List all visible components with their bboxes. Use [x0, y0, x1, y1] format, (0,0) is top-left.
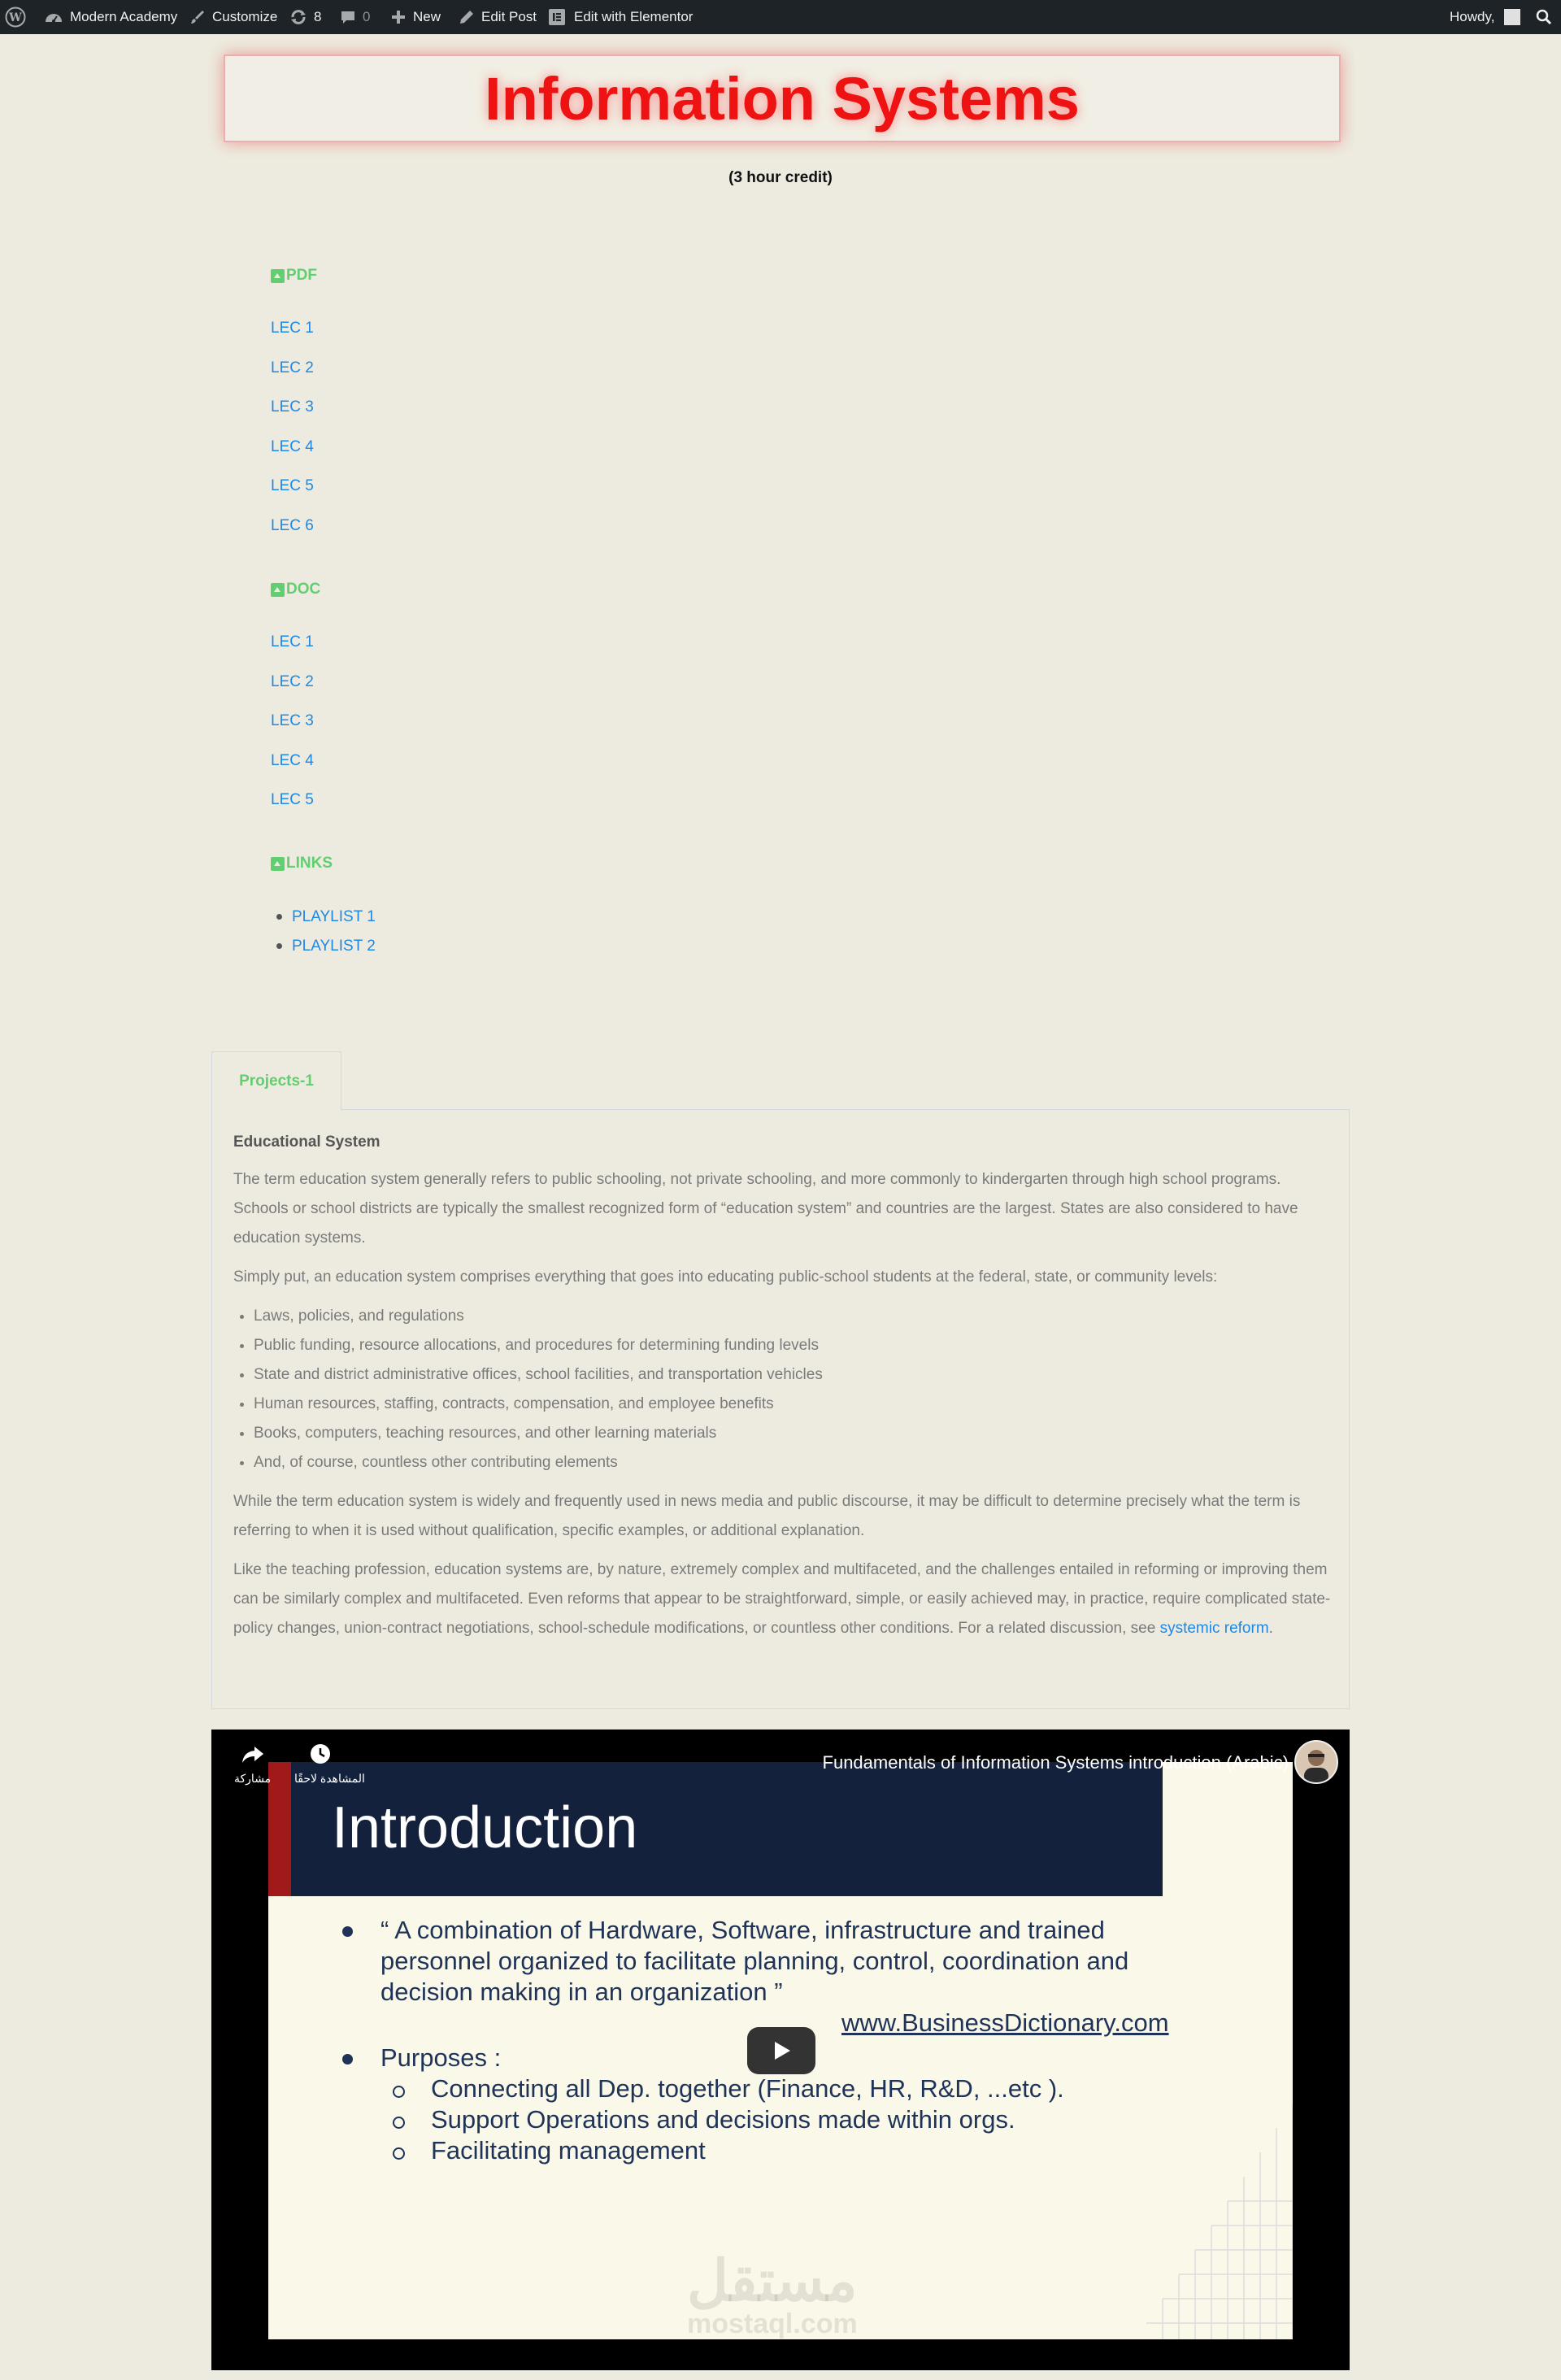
- admin-bar: [0, 0, 1561, 34]
- tab-panel: [211, 1109, 1350, 1709]
- avatar: [1504, 9, 1520, 25]
- bullet: [342, 2054, 353, 2065]
- slide-sub-item: Facilitating management: [431, 2136, 706, 2165]
- slide-title: Introduction: [332, 1795, 638, 1860]
- pencil-icon: [459, 9, 475, 25]
- customize-label: Customize: [212, 9, 278, 24]
- watch-later-label: المشاهدة لاحقًا: [294, 1772, 365, 1785]
- customize-link[interactable]: [189, 0, 277, 34]
- slide-grid-decoration: [935, 2104, 1293, 2339]
- doc-lec-3-link[interactable]: LEC 3: [271, 712, 314, 729]
- slide-sub-item: Support Operations and decisions made within orgs.: [431, 2105, 1015, 2134]
- channel-avatar[interactable]: [1294, 1740, 1338, 1784]
- caret-up-icon: [271, 583, 285, 597]
- paragraph: [233, 1555, 1331, 1643]
- video-title[interactable]: Fundamentals of Information Systems introduction (Arabic): [822, 1752, 1289, 1773]
- sub-bullet: [393, 2086, 405, 2098]
- share-icon: [241, 1744, 265, 1765]
- list-item: • Books, computers, teaching resources, and other learning materials: [254, 1419, 1331, 1448]
- playlist-2-link[interactable]: PLAYLIST 2: [292, 938, 376, 955]
- mostaql-watermark: [687, 2249, 858, 2339]
- comments-count: 0: [363, 9, 371, 24]
- edit-elementor-label: Edit with Elementor: [574, 9, 694, 24]
- clock-icon: [309, 1743, 332, 1765]
- page-title: Information Systems: [485, 64, 1080, 133]
- updates-icon: [289, 8, 307, 26]
- paragraph: The term education system generally refers to public schooling, not private schooling, and more commonly to kindergarten through high school programs. Schools or school districts are typically the smallest recognized form of “education system” and countries are the largest. States are also considered to have education systems.: [233, 1171, 1298, 1247]
- sub-bullet: [393, 2147, 405, 2160]
- paragraph-end: .: [1268, 1620, 1273, 1637]
- doc-lec-5-link[interactable]: LEC 5: [271, 791, 314, 808]
- bullet: [276, 914, 282, 920]
- pdf-lec-6-link[interactable]: LEC 6: [271, 517, 314, 534]
- search-icon[interactable]: [1535, 0, 1553, 34]
- share-label: مشاركة: [234, 1772, 272, 1785]
- project-heading: Educational System: [233, 1133, 380, 1151]
- edit-elementor-link[interactable]: [548, 0, 693, 34]
- comments-link[interactable]: [340, 0, 370, 34]
- watermark-arabic: مستقل: [687, 2249, 858, 2313]
- paragraph: While the term education system is widely and frequently used in news media and public discourse, it may be difficult to determine precisely what the term is referring to when it is used without qualification, specific examples, or additional explanation.: [233, 1493, 1301, 1539]
- slide-purposes: Purposes :: [380, 2043, 502, 2072]
- slide-sub-item: Connecting all Dep. together (Finance, HR, R&D, ...etc ).: [431, 2074, 1064, 2103]
- howdy-label: Howdy,: [1450, 9, 1495, 24]
- slide-accent-bar: [268, 1762, 291, 1896]
- list-item: • Public funding, resource allocations, and procedures for determining funding levels: [254, 1331, 1331, 1360]
- playlist-1-item: [276, 908, 376, 926]
- slide-quote-line: personnel organized to facilitate planning, control, coordination and: [380, 1947, 1129, 1975]
- playlist-1-link[interactable]: PLAYLIST 1: [292, 908, 376, 925]
- my-account[interactable]: [1450, 0, 1520, 34]
- play-button[interactable]: [747, 2027, 815, 2074]
- doc-lec-2-link[interactable]: LEC 2: [271, 673, 314, 690]
- links-section-toggle[interactable]: [271, 855, 333, 872]
- list-item: • State and district administrative offices, school facilities, and transportation vehicles: [254, 1360, 1331, 1390]
- slide-quote-line: “ A combination of Hardware, Software, infrastructure and trained: [380, 1916, 1105, 1944]
- caret-up-icon: [271, 857, 285, 871]
- doc-lec-1-link[interactable]: LEC 1: [271, 633, 314, 650]
- play-icon: [771, 2040, 792, 2061]
- site-name-link[interactable]: [44, 0, 177, 34]
- doc-section-toggle[interactable]: [271, 581, 320, 598]
- new-content-link[interactable]: [390, 0, 441, 34]
- pdf-section-label: PDF: [286, 267, 317, 284]
- bullet: [276, 943, 282, 949]
- systemic-reform-link[interactable]: systemic reform: [1159, 1620, 1269, 1637]
- list-item: • Human resources, staffing, contracts, compensation, and employee benefits: [254, 1390, 1331, 1419]
- wordpress-logo-icon[interactable]: [5, 0, 26, 34]
- pdf-lec-2-link[interactable]: LEC 2: [271, 359, 314, 376]
- new-label: New: [413, 9, 441, 24]
- updates-link[interactable]: [289, 0, 321, 34]
- pdf-lec-1-link[interactable]: LEC 1: [271, 320, 314, 337]
- slide-source-link: www.BusinessDictionary.com: [841, 2008, 1169, 2037]
- caret-up-icon: [271, 269, 285, 283]
- comment-icon: [340, 9, 356, 25]
- sub-bullet: [393, 2117, 405, 2129]
- brush-icon: [189, 9, 206, 25]
- pdf-lec-4-link[interactable]: LEC 4: [271, 438, 314, 455]
- bullet: [342, 1926, 353, 1937]
- paragraph: Simply put, an education system comprises everything that goes into educating public-school students at the federal, state, or community levels:: [233, 1268, 1218, 1286]
- share-button[interactable]: [241, 1744, 265, 1769]
- doc-section-label: DOC: [286, 581, 321, 598]
- playlist-2-item: [276, 938, 376, 955]
- education-system-list: [233, 1302, 1331, 1477]
- list-item: • Laws, policies, and regulations: [254, 1302, 1331, 1331]
- plus-icon: [390, 9, 407, 25]
- pdf-section-toggle[interactable]: [271, 267, 317, 285]
- pdf-lec-5-link[interactable]: LEC 5: [271, 477, 314, 494]
- watermark-latin: mostaql.com: [687, 2308, 858, 2339]
- elementor-icon: [548, 8, 566, 26]
- edit-post-label: Edit Post: [481, 9, 537, 24]
- doc-lec-4-link[interactable]: LEC 4: [271, 752, 314, 769]
- updates-count: 8: [314, 9, 322, 24]
- page-title-box: [224, 54, 1341, 142]
- slide-quote-line: decision making in an organization ”: [380, 1978, 783, 2006]
- svg-text:W: W: [9, 11, 22, 24]
- watch-later-button[interactable]: [309, 1743, 332, 1769]
- tab-projects-1[interactable]: Projects-1: [211, 1051, 341, 1111]
- pdf-lec-3-link[interactable]: LEC 3: [271, 398, 314, 416]
- credit-hours: (3 hour credit): [728, 169, 833, 186]
- edit-post-link[interactable]: [459, 0, 537, 34]
- list-item: • And, of course, countless other contributing elements: [254, 1448, 1331, 1477]
- site-name: Modern Academy: [70, 9, 178, 24]
- links-section-label: LINKS: [286, 855, 333, 872]
- paragraph-text: Like the teaching profession, education systems are, by nature, extremely complex and multifaceted, and the challenges entailed in reforming or improving them can be similarly complex and multifaceted. Even reforms that appear to be straightforward, simple, or easily achieved may, in practice, require complicated state-policy changes, union-contract negotiations, school-schedule modifications, or countless other conditions. For a related discussion, see: [233, 1561, 1331, 1637]
- dashboard-icon: [44, 9, 63, 25]
